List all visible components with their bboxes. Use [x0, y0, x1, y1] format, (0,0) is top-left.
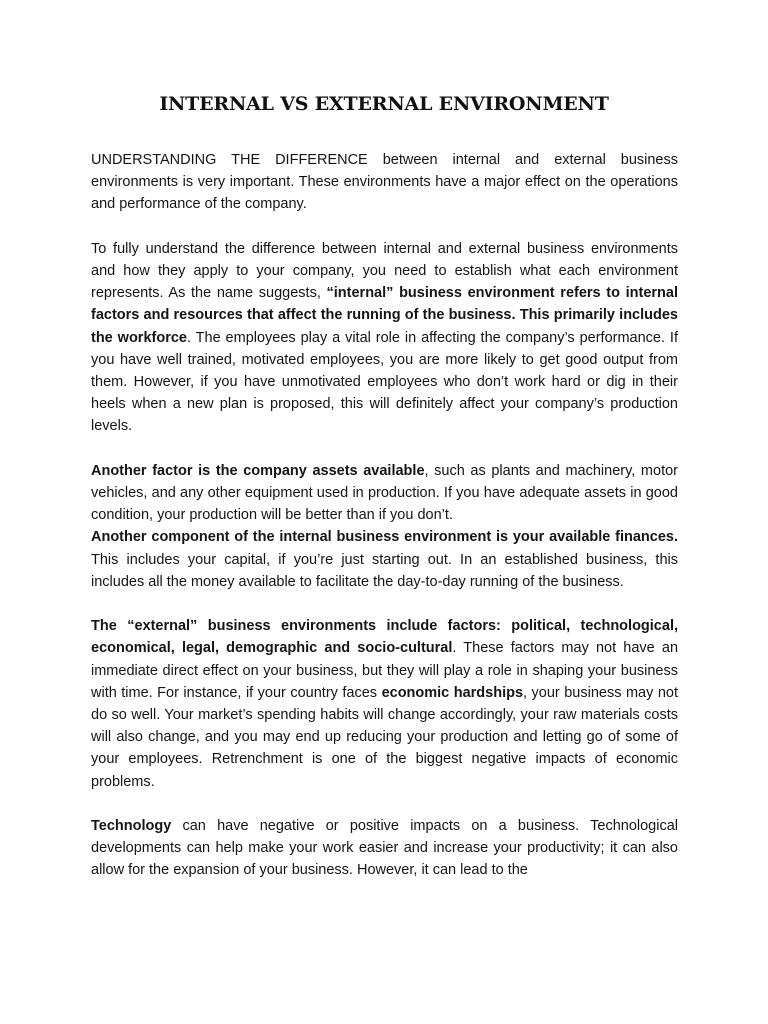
text-segment: This includes your capital, if you’re just starting out. In an established business, this includes all the money available to facilitate the day-to-day running of the business. [91, 551, 678, 590]
bold-text-segment: “internal” business environment refers to internal factors and resources that affect the running of the business. This primarily includes the workforce [91, 285, 679, 346]
bold-text-segment: Another factor is the company assets available [91, 462, 425, 479]
paragraph-intro [91, 149, 678, 216]
document-body [91, 149, 678, 904]
bold-text-segment: Another component of the internal business environment is your available finances. [91, 529, 678, 546]
paragraph-company-assets [91, 460, 678, 527]
bold-text-segment: The “external” business environments include factors: political, technological, economical, legal, demographic and socio-cultural [91, 618, 678, 657]
text-segment: UNDERSTANDING THE DIFFERENCE between internal and external business environments is very important. These environments have a major effect on the operations and performance of the company. [91, 152, 678, 213]
paragraph-technology [91, 815, 678, 882]
text-segment: To fully understand the difference between internal and external business environments and how they apply to your company, you need to establish what each environment represents. As the name suggests, [91, 240, 678, 302]
text-segment: . These factors may not have an immediate direct effect on your business, but they will play a role in shaping your business with time. For instance, if your country faces [91, 640, 679, 701]
paragraph-external-environment [91, 615, 678, 793]
bold-text-segment: Technology [91, 818, 172, 835]
text-segment: can have negative or positive impacts on a business. Technological developments can help make your work easier and increase your productivity; it can also allow for the expansion of your business. However, it can lead to the [91, 818, 678, 879]
paragraph-internal-environment [91, 238, 678, 438]
text-segment: , such as plants and machinery, motor vehicles, and any other equipment used in production. If you have adequate assets in good condition, your production will be better than if you don’t. [91, 462, 679, 524]
document-title: INTERNAL VS EXTERNAL ENVIRONMENT [159, 93, 609, 115]
bold-text-segment: economic hardships [381, 684, 524, 701]
paragraph-finances [91, 526, 678, 593]
text-segment: . The employees play a vital role in affecting the company’s performance. If you have well trained, motivated employees, you are more likely to get good output from them. However, if you have unmotivated employees who don’t work hard or dig in their heels when a new plan is proposed, this will definitely affect your company’s production levels. [91, 329, 678, 435]
text-segment: , your business may not do so well. Your market’s spending habits will change accordingly, your raw materials costs will also change, and you may end up reducing your production and letting go of some of your employees. Retrenchment is one of the biggest negative impacts of economic problems. [91, 684, 678, 790]
